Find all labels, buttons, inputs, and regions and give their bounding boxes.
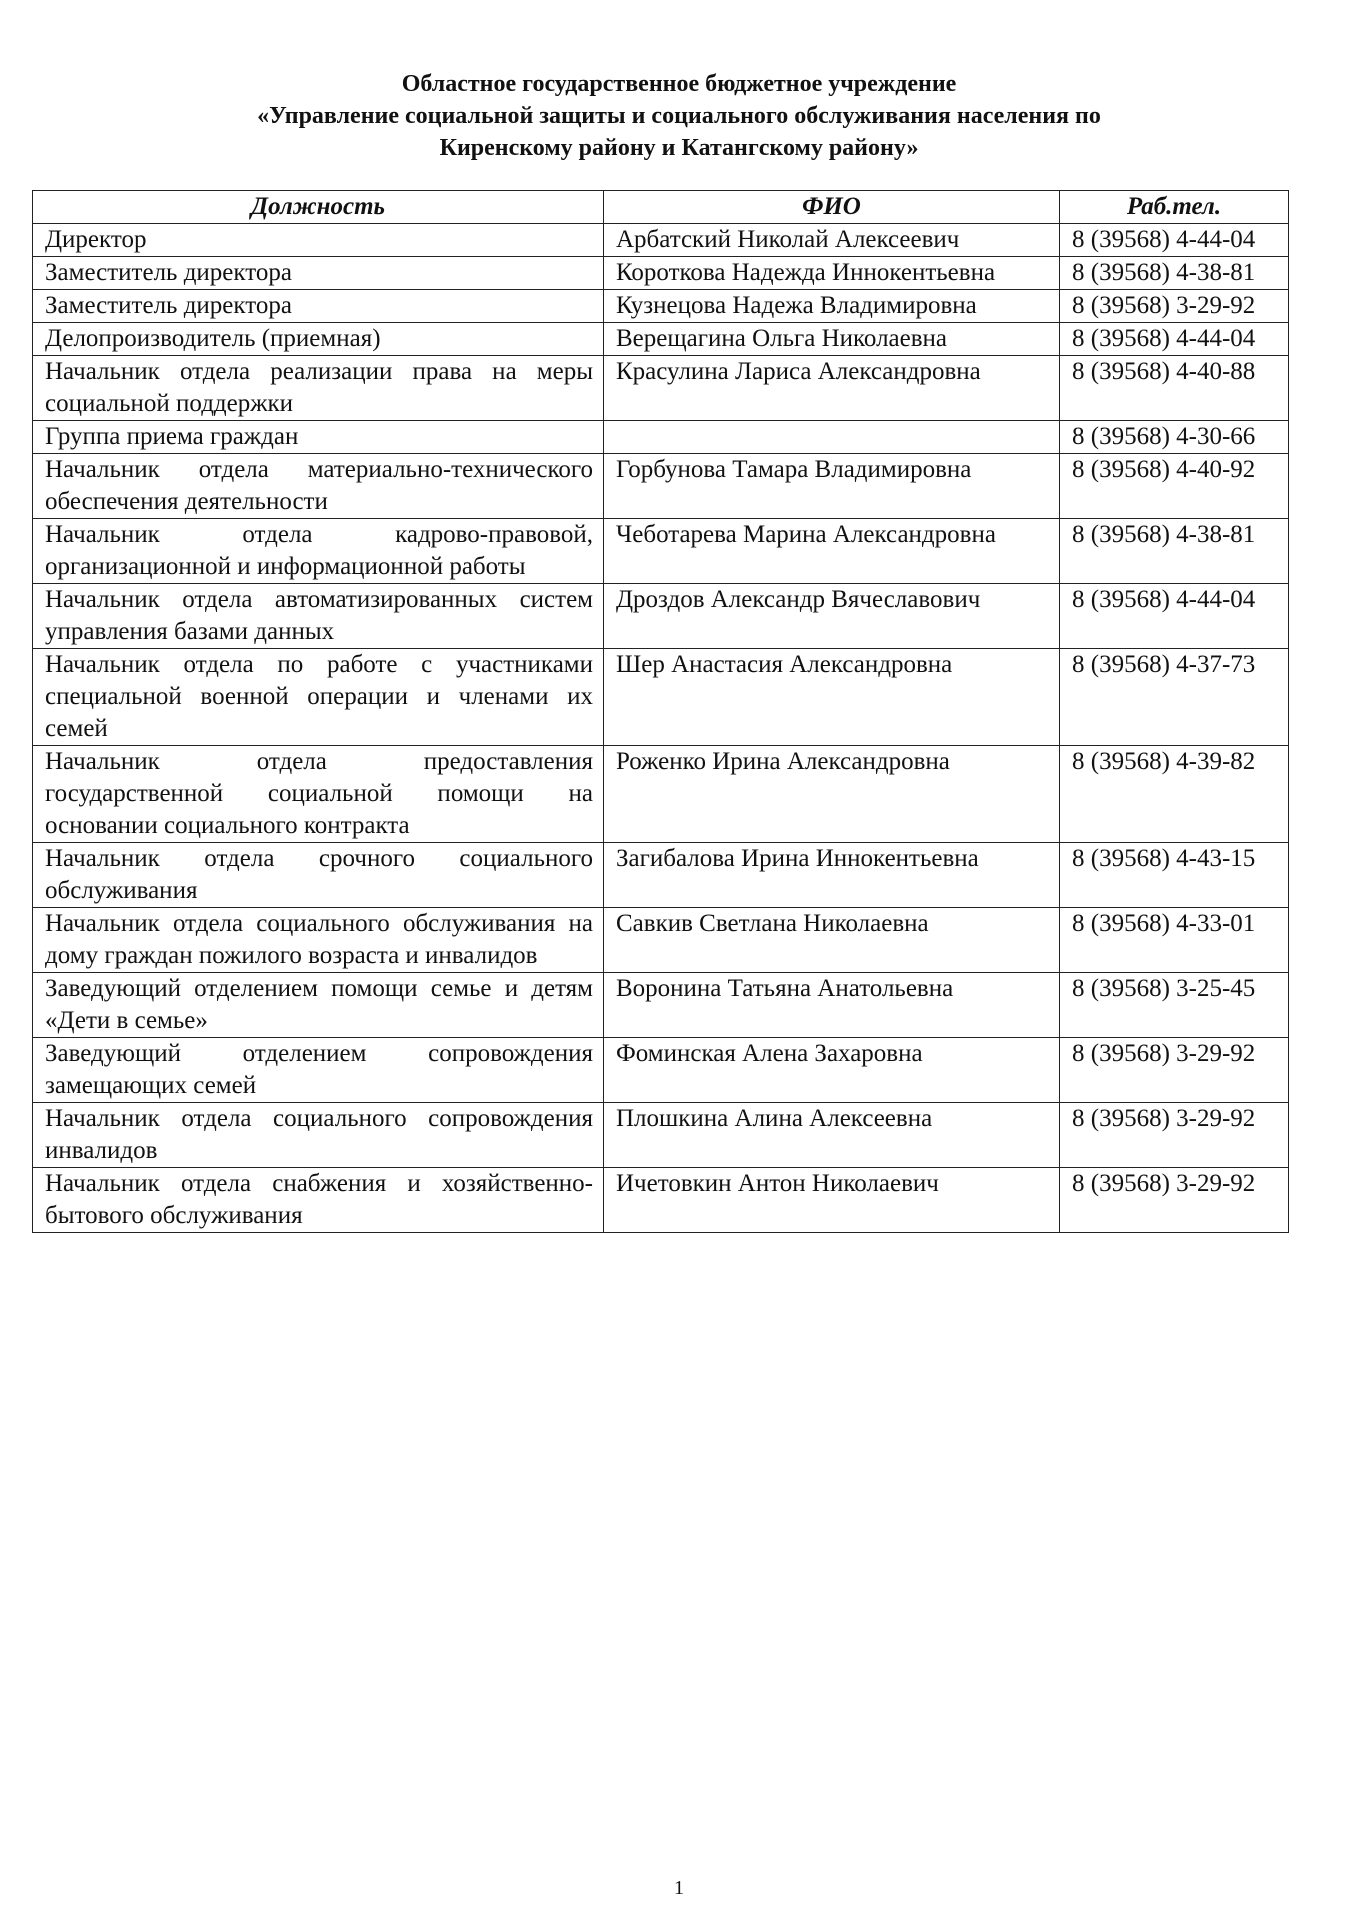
phone-cell: 8 (39568) 4-33-01	[1060, 908, 1289, 973]
position-cell: Начальник отдела социального обслуживания на дому граждан пожилого возраста и инвалидов	[33, 908, 604, 973]
position-cell: Начальник отдела по работе с участниками специальной военной операции и членами их семей	[33, 649, 604, 746]
name-cell: Воронина Татьяна Анатольевна	[604, 973, 1060, 1038]
column-header-phone: Раб.тел.	[1060, 191, 1289, 224]
name-cell: Савкив Светлана Николаевна	[604, 908, 1060, 973]
phone-cell: 8 (39568) 3-29-92	[1060, 1168, 1289, 1233]
position-cell: Начальник отдела предоставления государственной социальной помощи на основании социального контракта	[33, 746, 604, 843]
table-row	[33, 973, 1289, 1038]
table-row	[33, 649, 1289, 746]
name-cell: Кузнецова Надежа Владимировна	[604, 290, 1060, 323]
position-cell: Начальник отдела кадрово-правовой, организационной и информационной работы	[33, 519, 604, 584]
name-cell: Ичетовкин Антон Николаевич	[604, 1168, 1060, 1233]
table-row	[33, 746, 1289, 843]
position-cell: Заместитель директора	[33, 257, 604, 290]
position-cell: Начальник отдела социального сопровождения инвалидов	[33, 1103, 604, 1168]
position-cell: Начальник отдела снабжения и хозяйственно-бытового обслуживания	[33, 1168, 604, 1233]
phone-cell: 8 (39568) 3-29-92	[1060, 290, 1289, 323]
position-cell: Начальник отдела материально-технического обеспечения деятельности	[33, 454, 604, 519]
table-row	[33, 224, 1289, 257]
name-cell: Роженко Ирина Александровна	[604, 746, 1060, 843]
table-row	[33, 519, 1289, 584]
table-row	[33, 421, 1289, 454]
table-row	[33, 843, 1289, 908]
document-title	[0, 68, 1358, 164]
position-cell: Начальник отдела реализации права на меры социальной поддержки	[33, 356, 604, 421]
phone-cell: 8 (39568) 4-40-88	[1060, 356, 1289, 421]
position-cell: Начальник отдела автоматизированных систем управления базами данных	[33, 584, 604, 649]
title-line-3: Киренскому району и Катангскому району»	[439, 135, 919, 161]
page-number: 1	[674, 1877, 684, 1899]
name-cell: Арбатский Николай Алексеевич	[604, 224, 1060, 257]
name-cell: Шер Анастасия Александровна	[604, 649, 1060, 746]
phone-cell: 8 (39568) 4-38-81	[1060, 257, 1289, 290]
phone-cell: 8 (39568) 3-25-45	[1060, 973, 1289, 1038]
column-header-name: ФИО	[604, 191, 1060, 224]
name-cell: Красулина Лариса Александровна	[604, 356, 1060, 421]
table-header-row	[33, 191, 1289, 224]
name-cell	[604, 421, 1060, 454]
column-header-position: Должность	[33, 191, 604, 224]
name-cell: Горбунова Тамара Владимировна	[604, 454, 1060, 519]
table-row	[33, 454, 1289, 519]
phone-cell: 8 (39568) 4-39-82	[1060, 746, 1289, 843]
table-row	[33, 257, 1289, 290]
table-row	[33, 290, 1289, 323]
name-cell: Дроздов Александр Вячеславович	[604, 584, 1060, 649]
phone-cell: 8 (39568) 4-37-73	[1060, 649, 1289, 746]
phone-cell: 8 (39568) 4-38-81	[1060, 519, 1289, 584]
phone-cell: 8 (39568) 4-43-15	[1060, 843, 1289, 908]
position-cell: Директор	[33, 224, 604, 257]
phone-cell: 8 (39568) 4-30-66	[1060, 421, 1289, 454]
table-row	[33, 1103, 1289, 1168]
title-line-1: Областное государственное бюджетное учреждение	[401, 71, 957, 97]
phone-cell: 8 (39568) 4-40-92	[1060, 454, 1289, 519]
title-line-2: «Управление социальной защиты и социального обслуживания населения по	[257, 103, 1101, 129]
table-row	[33, 908, 1289, 973]
phone-cell: 8 (39568) 4-44-04	[1060, 224, 1289, 257]
table-row	[33, 323, 1289, 356]
name-cell: Плошкина Алина Алексеевна	[604, 1103, 1060, 1168]
phone-cell: 8 (39568) 4-44-04	[1060, 584, 1289, 649]
phone-cell: 8 (39568) 3-29-92	[1060, 1038, 1289, 1103]
position-cell: Заведующий отделением сопровождения замещающих семей	[33, 1038, 604, 1103]
position-cell: Начальник отдела срочного социального обслуживания	[33, 843, 604, 908]
position-cell: Делопроизводитель (приемная)	[33, 323, 604, 356]
staff-directory-table	[32, 190, 1289, 1233]
name-cell: Загибалова Ирина Иннокентьевна	[604, 843, 1060, 908]
name-cell: Короткова Надежда Иннокентьевна	[604, 257, 1060, 290]
table-row	[33, 584, 1289, 649]
phone-cell: 8 (39568) 4-44-04	[1060, 323, 1289, 356]
position-cell: Группа приема граждан	[33, 421, 604, 454]
phone-cell: 8 (39568) 3-29-92	[1060, 1103, 1289, 1168]
table-row	[33, 1168, 1289, 1233]
position-cell: Заведующий отделением помощи семье и детям «Дети в семье»	[33, 973, 604, 1038]
table-row	[33, 1038, 1289, 1103]
table-row	[33, 356, 1289, 421]
name-cell: Фоминская Алена Захаровна	[604, 1038, 1060, 1103]
name-cell: Чеботарева Марина Александровна	[604, 519, 1060, 584]
position-cell: Заместитель директора	[33, 290, 604, 323]
name-cell: Верещагина Ольга Николаевна	[604, 323, 1060, 356]
